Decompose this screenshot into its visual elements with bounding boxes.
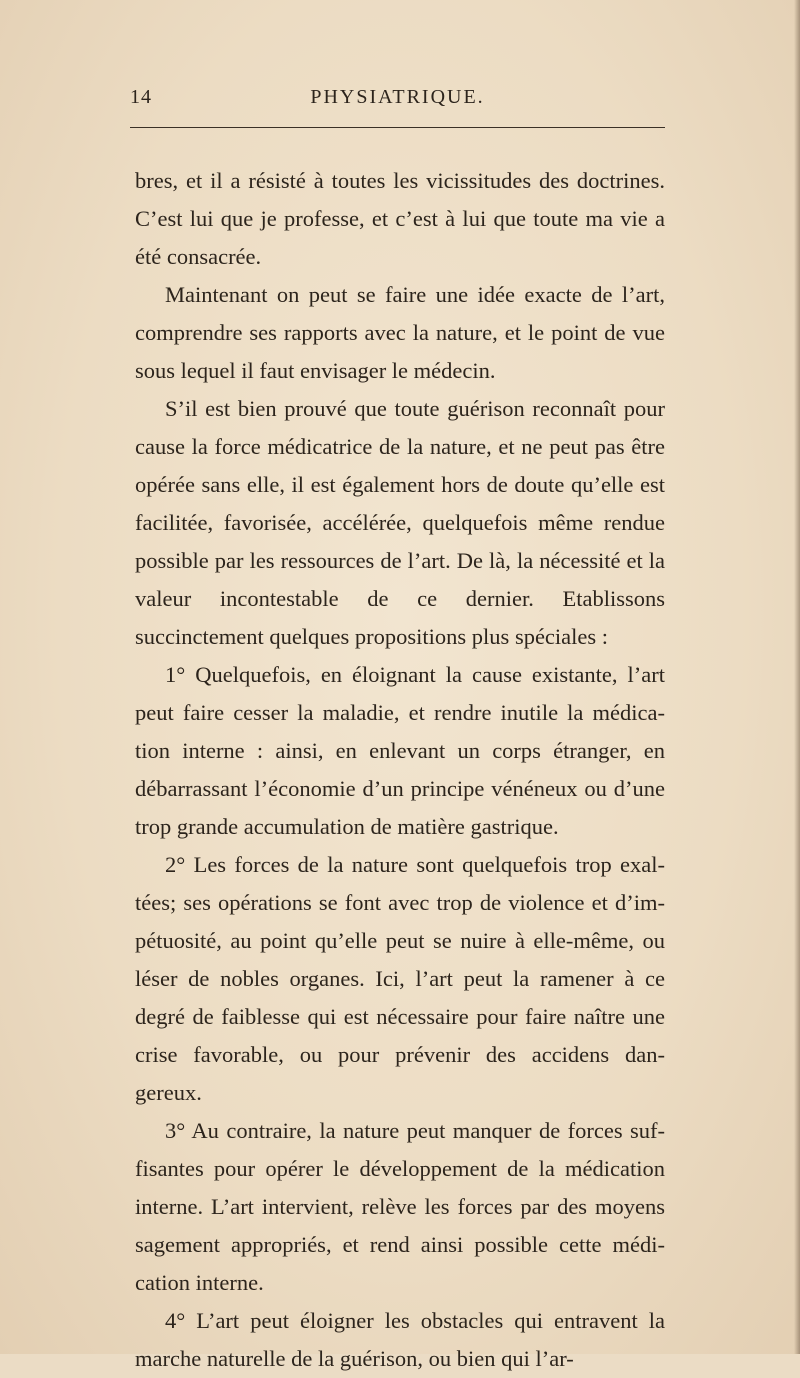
paragraph-continuation: bres, et il a résisté à toutes les vicissitudes des doctrines. C’est lui que je professe, et c’est à lui que toute ma vie a été consacrée. xyxy=(135,168,665,269)
header-rule xyxy=(130,127,665,128)
running-title: PHYSIATRIQUE. xyxy=(310,86,485,108)
paragraph-proposition-2: 2° Les forces de la nature sont quelquefois trop exal- tées; ses opérations se font avec trop de violence et d’im- pétuosité, au point qu’elle peut se nuire à elle-même, ou léser de nobles organes. Ici, l’art peut la ramener à ce degré de faiblesse qui est nécessaire pour faire naître une crise favorable, ou pour prévenir des accidens dan- gereux. xyxy=(135,852,665,1105)
body-text xyxy=(135,162,665,1378)
page-edge-shadow xyxy=(794,0,800,1354)
page-number: 14 xyxy=(130,86,152,108)
page-header xyxy=(130,86,665,116)
paragraph-proposition-4: 4° L’art peut éloigner les obstacles qui entravent la marche naturelle de la guérison, ou bien qui l’ar- xyxy=(135,1308,665,1371)
paragraph-proposition-1: 1° Quelquefois, en éloignant la cause existante, l’art peut faire cesser la maladie, et rendre inutile la médica- tion interne : ainsi, en enlevant un corps étranger, en débarrassant l’économie d’un principe vénéneux ou d’une trop grande accumulation de matière gastrique. xyxy=(135,662,665,839)
paragraph-guerison: S’il est bien prouvé que toute guérison reconnaît pour cause la force médicatrice de la nature, et ne peut pas être opérée sans elle, il est également hors de doute qu’elle est facilitée, favorisée, accélérée, quelquefois même rendue possible par les ressources de l’art. De là, la nécessité et la valeur incontestable de ce dernier. Etablissons succinctement quelques propositions plus spéciales : xyxy=(135,396,665,649)
paragraph-maintenant: Maintenant on peut se faire une idée exacte de l’art, comprendre ses rapports avec la nature, et le point de vue sous lequel il faut envisager le médecin. xyxy=(135,282,665,383)
paragraph-proposition-3: 3° Au contraire, la nature peut manquer de forces suf- fisantes pour opérer le développement de la médication interne. L’art intervient, relève les forces par des moyens sagement appropriés, et rend ainsi possible cette médi- cation interne. xyxy=(135,1118,665,1295)
